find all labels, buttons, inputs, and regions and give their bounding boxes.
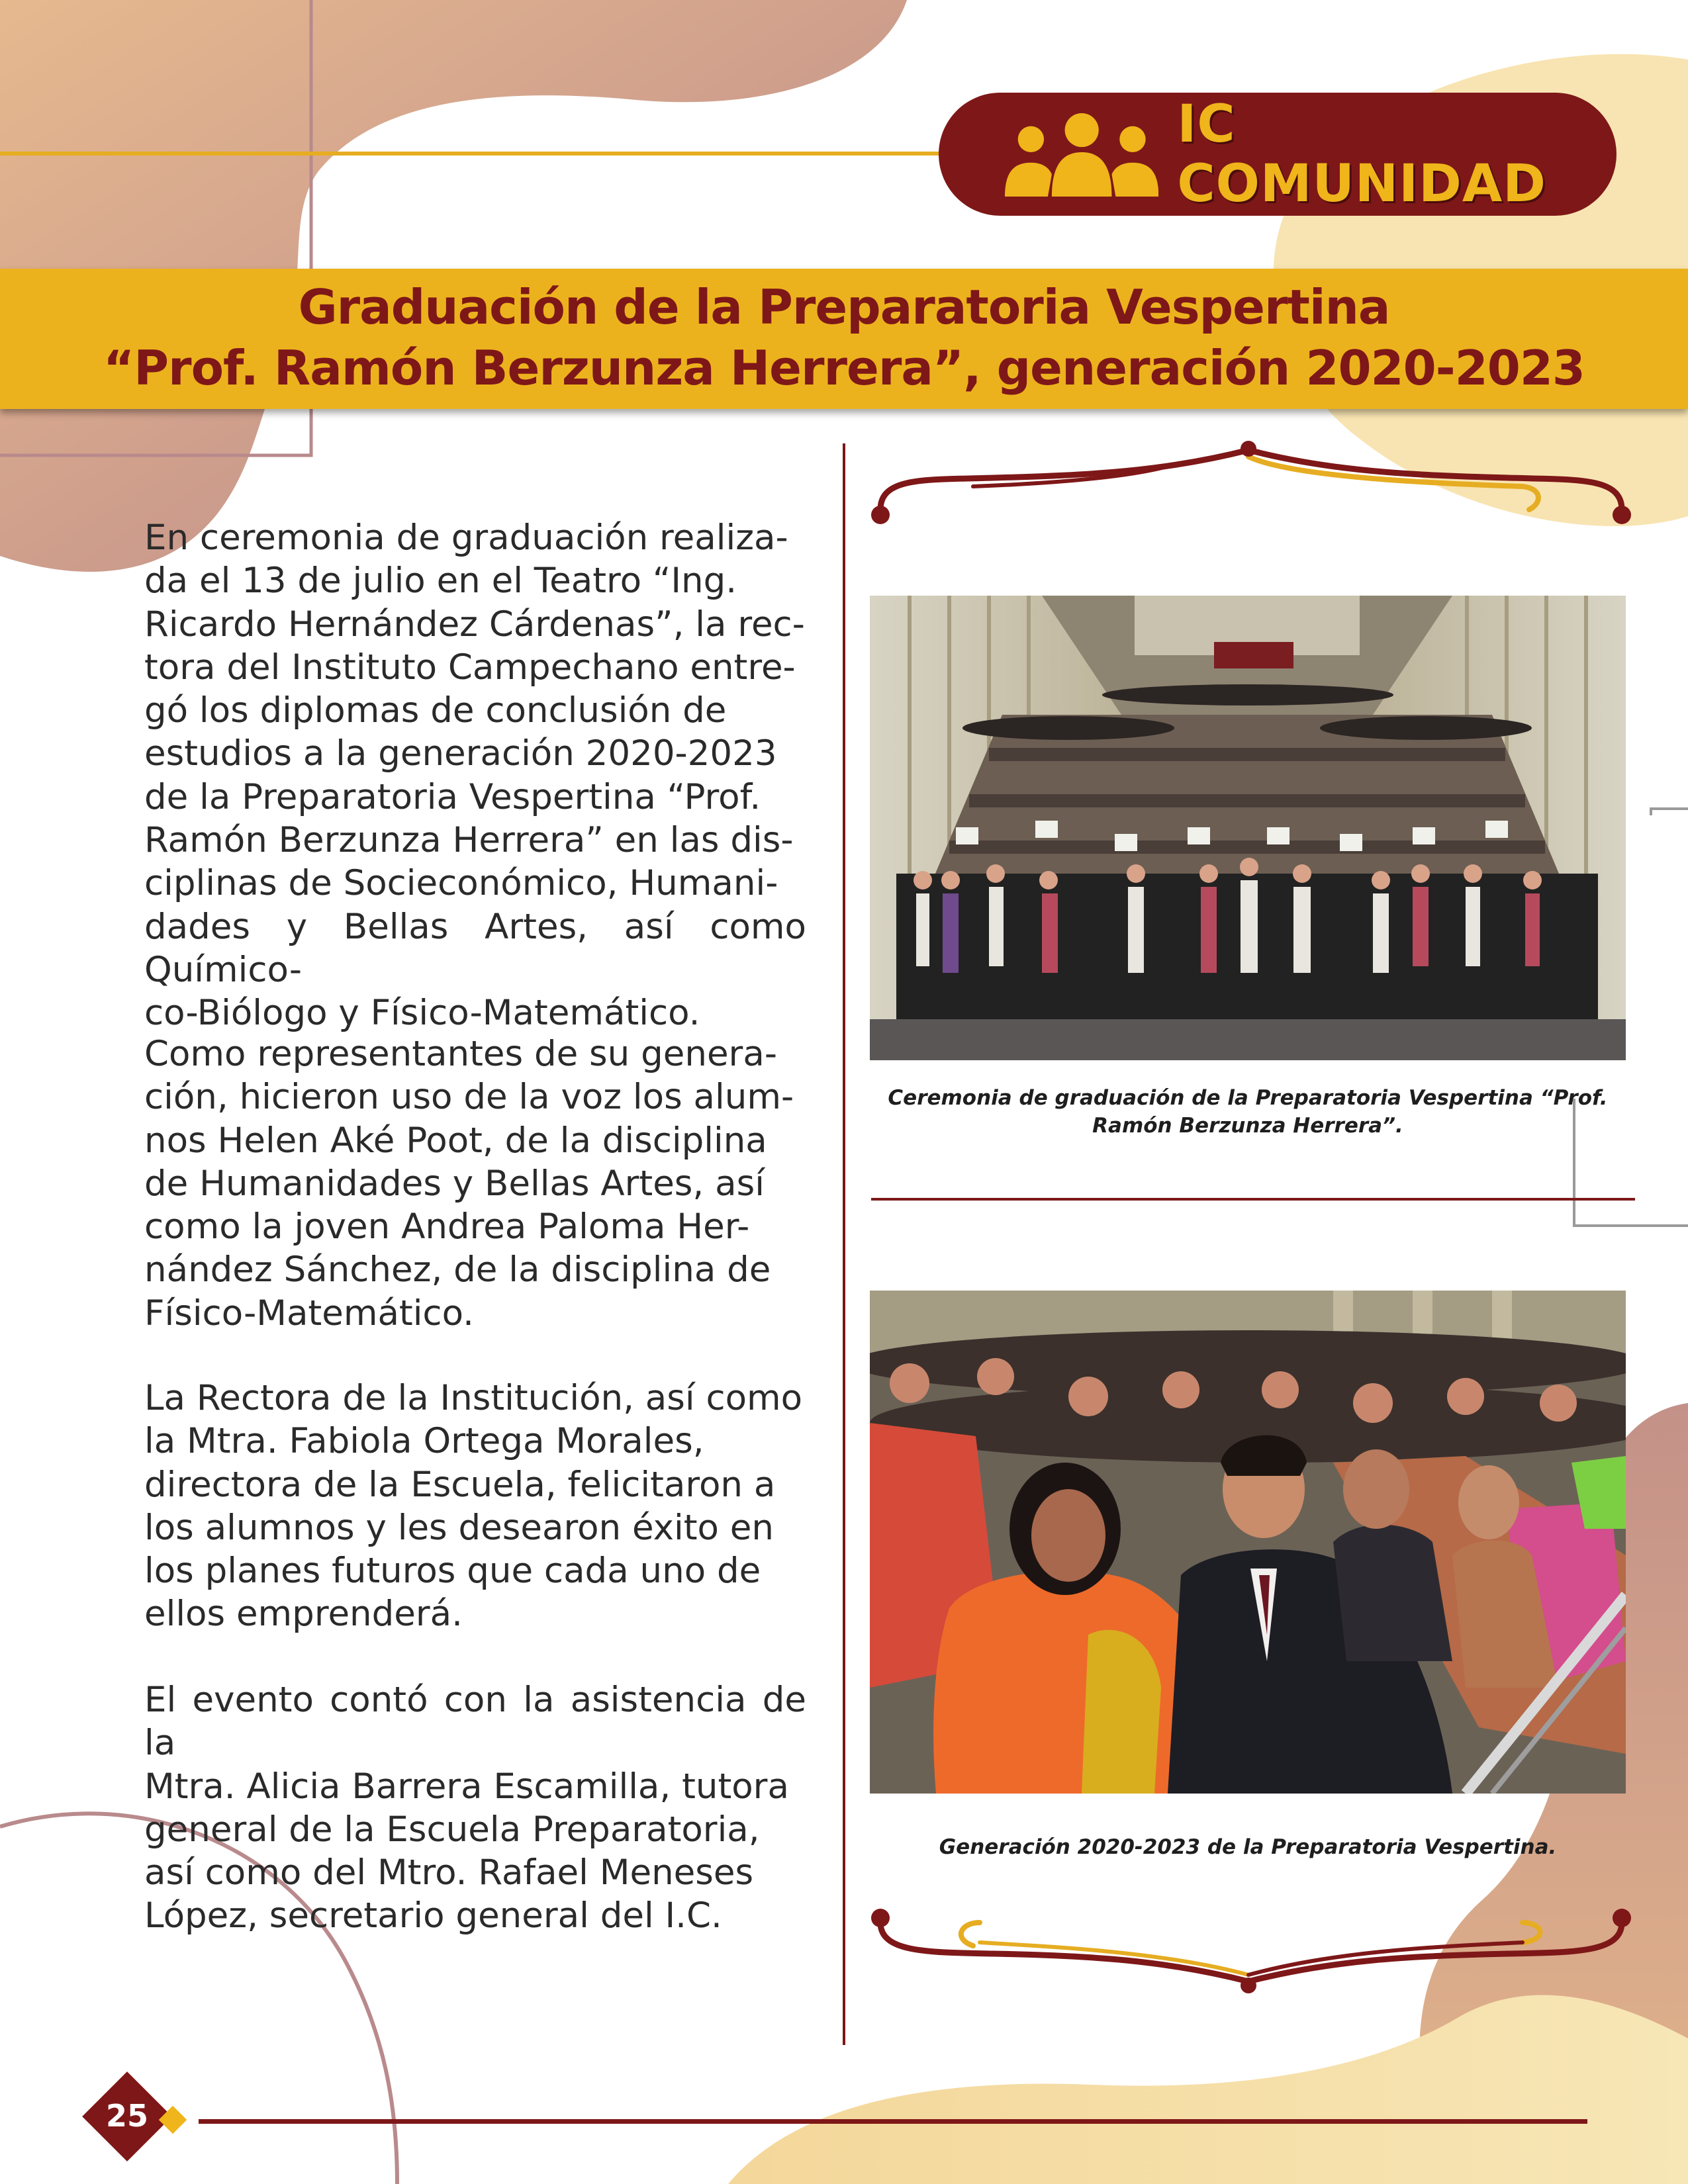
text-line: Físico-Matemático. (144, 1293, 474, 1334)
page-title-line-1: Graduación de la Preparatoria Vespertina (298, 279, 1390, 335)
text-line: da el 13 de julio en el Teatro “Ing. (144, 561, 737, 602)
title-band (0, 269, 1688, 409)
text-line: La Rectora de la Institución, así como (144, 1378, 803, 1418)
text-line: los planes futuros que cada uno de (144, 1551, 761, 1592)
page-title-line-2: “Prof. Ramón Berzunza Herrera”, generación 2020-2023 (103, 340, 1585, 396)
paragraph-3 (144, 1377, 806, 1636)
paragraph-1 (144, 516, 806, 1035)
text-line: Ricardo Hernández Cárdenas”, la rec- (144, 604, 805, 645)
text-line: ellos emprenderá. (144, 1594, 463, 1635)
text-line: nández Sánchez, de la disciplina de (144, 1250, 771, 1291)
text-line: En ceremonia de graduación realiza- (144, 518, 788, 558)
text-line: directora de la Escuela, felicitaron a (144, 1464, 776, 1505)
text-line: como la joven Andrea Paloma Her- (144, 1206, 750, 1248)
section-label: IC COMUNIDAD (1177, 95, 1547, 214)
caption-line: Ramón Berzunza Herrera”. (1092, 1114, 1403, 1138)
text-line: El evento contó con la asistencia de la (144, 1680, 806, 1764)
text-line: general de la Escuela Preparatoria, (144, 1809, 760, 1850)
text-line: gó los diplomas de conclusión de (144, 690, 727, 731)
text-line: López, secretario general del I.C. (144, 1895, 722, 1936)
text-line: así como del Mtro. Rafael Meneses (144, 1852, 754, 1893)
page-number: 25 (105, 2098, 148, 2134)
text-line: Ramón Berzunza Herrera” en las dis- (144, 820, 794, 861)
text-line: de la Preparatoria Vespertina “Prof. (144, 776, 761, 817)
footer-rule (199, 2119, 1587, 2124)
text-line: co-Biólogo y Físico-Matemático. (144, 993, 700, 1034)
paragraph-4 (144, 1678, 806, 1938)
caption-line: Generación 2020-2023 de la Preparatoria Vespertina. (939, 1835, 1557, 1859)
text-line: estudios a la generación 2020-2023 (144, 733, 777, 774)
paragraph-2 (144, 1032, 806, 1335)
text-line: dades y Bellas Artes, así como Químico- (144, 906, 806, 990)
section-badge (939, 93, 1617, 216)
text-line: ción, hicieron uso de la voz los alum- (144, 1077, 794, 1118)
text-line: los alumnos y les desearon éxito en (144, 1507, 774, 1548)
photo-caption-2 (861, 1833, 1635, 1861)
text-line: nos Helen Aké Poot, de la disciplina (144, 1120, 767, 1161)
text-line: tora del Instituto Campechano entre- (144, 647, 796, 688)
text-line: Como representantes de su genera- (144, 1034, 777, 1074)
caption-line: Ceremonia de graduación de la Preparatoria Vespertina “Prof. (888, 1086, 1608, 1110)
people-group-icon (1005, 111, 1158, 197)
photo-seated-graduates (870, 1291, 1626, 1794)
text-line: ciplinas de Socieconómico, Humani- (144, 863, 778, 904)
text-line: la Mtra. Fabiola Ortega Morales, (144, 1421, 704, 1462)
photo-caption-1 (861, 1084, 1635, 1140)
photo-ceremony-group (870, 596, 1626, 1060)
text-line: Mtra. Alicia Barrera Escamilla, tutora (144, 1766, 789, 1807)
text-line: de Humanidades y Bellas Artes, así (144, 1163, 765, 1204)
